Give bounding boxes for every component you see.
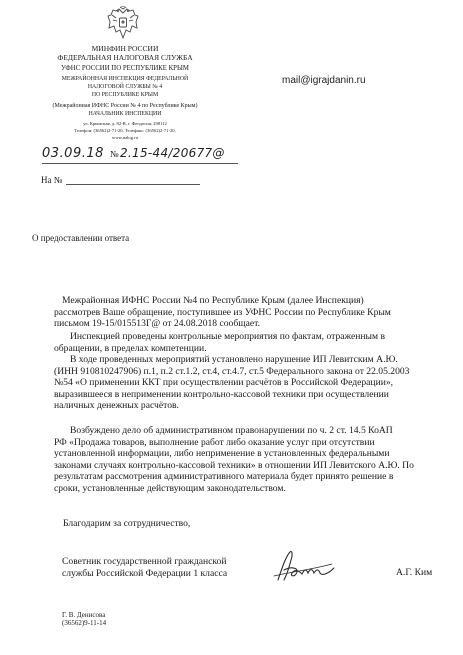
inspection-name-line-1: МЕЖРАЙОННАЯ ИНСПЕКЦИЯ ФЕДЕРАЛЬНОЙ (61, 76, 189, 82)
registration-date: 03.09.18 (42, 146, 104, 161)
address: ул. Крымская, д. 82-В, г. Феодосия, 298112 (83, 121, 167, 126)
closing-line: Благодарим за сотрудничество, (63, 518, 191, 529)
body-line: законами случаях контрольно-кассовой техники» в отношении ИП Левитского А.Ю. По (54, 459, 414, 471)
body-line: наличных денежных расчётов. (54, 400, 179, 412)
letter-subject: О предоставлении ответа (32, 233, 130, 243)
handwritten-signature-icon (270, 546, 340, 586)
body-line: В ходе проведенных мероприятий установлено нарушение ИП Левитским А.Ю. (70, 354, 398, 365)
regional-office-name: УФНС РОССИИ ПО РЕСПУБЛИКЕ КРЫМ (61, 65, 189, 72)
body-line: рассмотрев Ваше обращение, поступившее из УФНС России по Республике Крым (54, 306, 391, 318)
ministry-name: МИНФИН РОССИИ (91, 44, 159, 53)
website: www.nalog.ru (112, 135, 138, 140)
inspection-name-line-3: ПО РЕСПУБЛИКЕ КРЫМ (91, 92, 159, 98)
body-line: РФ «Продажа товаров, выполнение работ либо оказание услуг при отсутствии (54, 436, 375, 448)
signer-position-line-1: Советник государственной гражданской (62, 556, 227, 567)
inspection-short-name: (Межрайонная ИФНС России № 4 по Республике Крым) (52, 103, 198, 109)
body-paragraph-2 (54, 331, 440, 354)
service-name: ФЕДЕРАЛЬНАЯ НАЛОГОВАЯ СЛУЖБА (57, 53, 193, 62)
body-line: №54 «О применении ККТ при осуществлении расчётов в Российской Федерации», (54, 377, 394, 389)
signer-position-line-2: службы Российской Федерации 1 класса (62, 568, 228, 579)
body-paragraph-1 (54, 295, 440, 330)
body-paragraph-3 (54, 354, 440, 412)
registration-number: 2.15-44/20677@ (120, 146, 225, 160)
reference-blank-line (66, 184, 200, 185)
inspection-name-line-2: НАЛОГОВОЙ СЛУЖБЫ № 4 (87, 84, 163, 90)
body-line: Возбуждено дело об административном правонарушении по ч. 2 ст. 14.5 КоАП (70, 425, 393, 436)
executor-name: Г. В. Денисова (62, 611, 106, 619)
recipient-email: mail@igrajdanin.ru (282, 75, 366, 86)
double-headed-eagle-emblem-icon (106, 6, 140, 42)
body-line: обращении, в пределах компетенции. (54, 342, 207, 354)
executor-phone: (36562)9-11-14 (62, 619, 107, 627)
signer-name: А.Г. Ким (396, 567, 433, 578)
reference-label: На № (41, 175, 63, 185)
body-line: выразившееся в неприменении контрольно-кассовой техники при осуществлении (54, 388, 389, 400)
head-title: НАЧАЛЬНИК ИНСПЕКЦИИ (88, 111, 162, 117)
body-line: сроки, установленные действующим законодательством. (54, 482, 286, 494)
body-line: результатам рассмотрения административного материала будет принято решение в (54, 471, 394, 483)
body-paragraph-4 (54, 425, 440, 495)
phones: Телефон: (36562)2-71-20, Телефакс: (36562)2-71-20, (74, 128, 176, 133)
body-line: Инспекцией проведены контрольные мероприятия по фактам, отраженным в (70, 331, 385, 342)
body-line: установленной информации, либо неприменение в установленных федеральными (54, 448, 390, 460)
body-line: (ИНН 910810247906) п.1, п.2 ст.1.2, ст.4, ст.4.7, ст.5 Федерального закона от 22.05.2003 (54, 365, 410, 377)
body-line: письмом 19-15/015513Г@ от 24.08.2018 сообщает. (54, 318, 261, 330)
body-line: Межрайонная ИФНС России №4 по Республике Крым (далее Инспекция) (62, 295, 364, 306)
registration-number-label: № (110, 149, 119, 159)
registration-underline (42, 163, 238, 164)
